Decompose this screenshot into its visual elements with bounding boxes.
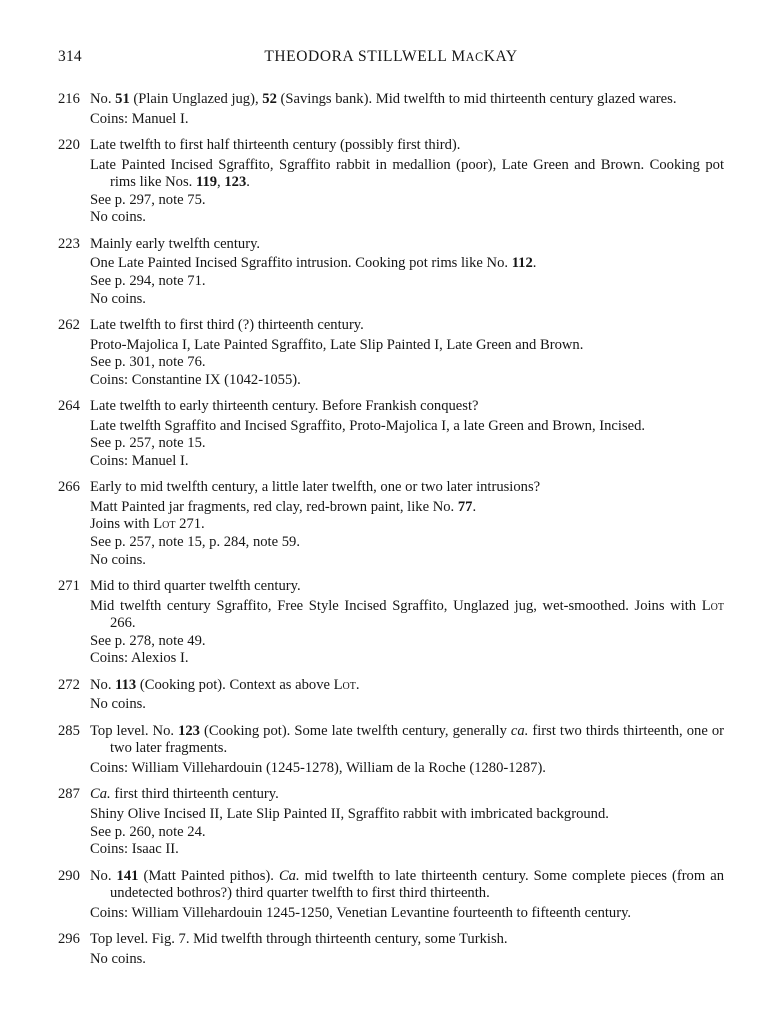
lot-detail: Late Painted Incised Sgraffito, Sgraffito rabbit in medallion (poor), Late Green and Brown. Cooking pot rims like Nos. 119, 123.	[90, 156, 724, 191]
lot-number: 216	[58, 91, 80, 107]
reference-note: See p. 294, note 71.	[90, 272, 206, 289]
coins-note: No coins.	[90, 696, 146, 713]
coins-note: No coins.	[90, 290, 146, 307]
lot-entry	[58, 479, 724, 569]
lot-number: 287	[58, 786, 80, 803]
reference-note: See p. 257, note 15, p. 284, note 59.	[90, 534, 300, 551]
lot-detail: Matt Painted jar fragments, red clay, red-brown paint, like No. 77.	[90, 498, 477, 515]
lot-number: 290	[58, 867, 80, 884]
reference-note: See p. 260, note 24.	[90, 823, 206, 840]
lot-description: Mainly early twelfth century.	[90, 235, 261, 252]
reference-note: See p. 301, note 76.	[90, 354, 206, 371]
reference-note: See p. 278, note 49.	[90, 632, 206, 649]
page-header	[58, 48, 724, 72]
lot-description: No. 51 (Plain Unglazed jug), 52 (Savings bank). Mid twelfth to mid thirteenth century glazed wares.	[90, 91, 677, 107]
lot-entry	[58, 868, 724, 923]
lot-entry	[58, 137, 724, 227]
reference-note: See p. 297, note 75.	[90, 191, 206, 208]
lot-entry	[58, 931, 724, 968]
lot-description: Late twelfth to first half thirteenth century (possibly first third).	[90, 136, 461, 153]
lot-number: 220	[58, 136, 80, 153]
lot-description: Top level. Fig. 7. Mid twelfth through thirteenth century, some Turkish.	[90, 931, 508, 948]
lot-description: Top level. No. 123 (Cooking pot). Some late twelfth century, generally ca. first two thirds thirteenth, one or two later fragments.	[90, 722, 724, 757]
lot-number: 262	[58, 316, 80, 333]
coins-note: Coins: Alexios I.	[90, 650, 189, 667]
lot-detail: One Late Painted Incised Sgraffito intrusion. Cooking pot rims like No. 112.	[90, 255, 537, 272]
page-number: 314	[58, 48, 82, 65]
lot-detail: Late twelfth Sgraffito and Incised Sgraffito, Proto-Majolica I, a late Green and Brown, Incised.	[90, 417, 646, 434]
running-title: THEODORA STILLWELL MACKAY	[264, 48, 518, 65]
lot-entry	[58, 91, 724, 128]
lot-number: 271	[58, 578, 80, 595]
lot-number: 285	[58, 722, 80, 739]
lot-entry	[58, 398, 724, 470]
lot-entry	[58, 317, 724, 389]
lot-detail: Proto-Majolica I, Late Painted Sgraffito, Late Slip Painted I, Late Green and Brown.	[90, 336, 584, 353]
lot-entries-list	[58, 91, 724, 977]
coins-note: No coins.	[90, 551, 146, 568]
lot-description: Ca. first third thirteenth century.	[90, 786, 279, 803]
coins-note: Coins: Manuel I.	[90, 452, 189, 469]
coins-note: Coins: William Villehardouin (1245-1278), William de la Roche (1280-1287).	[90, 759, 546, 776]
lot-number: 296	[58, 931, 80, 948]
lot-entry	[58, 786, 724, 858]
lot-detail: Joins with Lot 271.	[90, 516, 205, 533]
coins-note: Coins: Manuel I.	[90, 110, 189, 127]
lot-number: 223	[58, 235, 80, 252]
lot-number: 272	[58, 676, 80, 693]
lot-description: Mid to third quarter twelfth century.	[90, 578, 301, 595]
lot-detail: Mid twelfth century Sgraffito, Free Style Incised Sgraffito, Unglazed jug, wet-smoothed. Joins with Lot 266.	[90, 597, 724, 632]
lot-description: No. 113 (Cooking pot). Context as above Lot.	[90, 676, 360, 693]
lot-number: 264	[58, 398, 80, 415]
lot-entry	[58, 677, 724, 714]
lot-description: Early to mid twelfth century, a little later twelfth, one or two later intrusions?	[90, 479, 541, 496]
reference-note: See p. 257, note 15.	[90, 435, 206, 452]
lot-entry	[58, 236, 724, 308]
coins-note: Coins: Isaac II.	[90, 841, 179, 858]
lot-detail: Shiny Olive Incised II, Late Slip Painted II, Sgraffito rabbit with imbricated background.	[90, 805, 609, 822]
lot-entry	[58, 723, 724, 778]
lot-number: 266	[58, 479, 80, 496]
coins-note: No coins.	[90, 209, 146, 226]
lot-description: Late twelfth to first third (?) thirteenth century.	[90, 316, 364, 333]
coins-note: No coins.	[90, 950, 146, 967]
lot-description: Late twelfth to early thirteenth century. Before Frankish conquest?	[90, 398, 479, 415]
coins-note: Coins: William Villehardouin 1245-1250, Venetian Levantine fourteenth to fifteenth century.	[90, 904, 632, 921]
lot-description: No. 141 (Matt Painted pithos). Ca. mid twelfth to late thirteenth century. Some complete pieces (from an undetected bothros?) third quarter twelfth to first third thirteenth.	[90, 867, 725, 902]
lot-entry	[58, 578, 724, 668]
coins-note: Coins: Constantine IX (1042-1055).	[90, 371, 301, 388]
